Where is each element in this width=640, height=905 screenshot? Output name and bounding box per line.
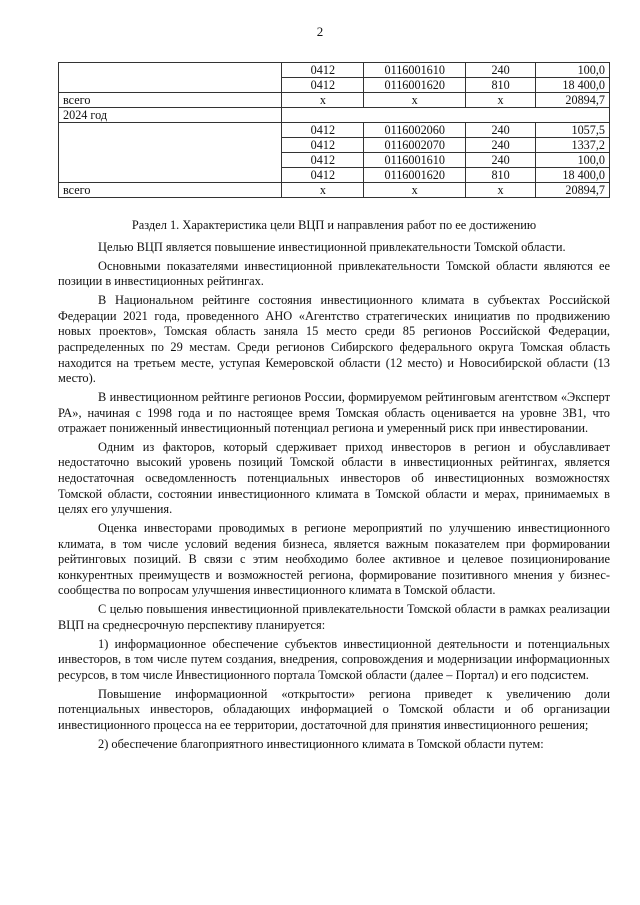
expense-type: 810 [466,168,536,183]
section-code: 0412 [282,153,364,168]
expense-type: 240 [466,123,536,138]
target-article: 0116002070 [364,138,466,153]
paragraph: Основными показателями инвестиционной привлекательности Томской области являются ее позиции в инвестиционных рейтингах. [58,258,610,289]
row-label: всего [59,183,282,198]
expense-type: 240 [466,138,536,153]
body-text [58,240,610,755]
section-code: 0412 [282,138,364,153]
target-article: 0116002060 [364,123,466,138]
table-row-year [59,108,610,123]
target-article: 0116001610 [364,153,466,168]
year-empty-cell [282,108,610,123]
table-row [59,123,610,138]
section-code: 0412 [282,123,364,138]
expense-type: 240 [466,63,536,78]
paragraph: С целью повышения инвестиционной привлекательности Томской области в рамках реализации ВЦП на среднесрочную перспективу планируется: [58,602,610,632]
expense-type: 810 [466,78,536,93]
section-code: 0412 [282,78,364,93]
amount: 18 400,0 [536,78,610,93]
amount: 20894,7 [536,93,610,108]
paragraph: 2) обеспечение благоприятного инвестиционного климата в Томской области путем: [98,736,544,751]
section-code: x [282,93,364,108]
paragraph: Одним из факторов, который сдерживает приход инвесторов в регион и обуславливает недостаточно высокий уровень позиций Томской области в инвестиционных рейтингах, является недостаточная осведомленность потенциальных инвесторов об инвестиционных возможностях Томской области, состоянии инвестиционного климата в Томской области и мерах, принимаемых в целях его улучшения. [58,439,610,517]
section-title: Раздел 1. Характеристика цели ВЦП и направления работ по ее достижению [131,218,537,232]
section-code: 0412 [282,168,364,183]
amount: 100,0 [536,63,610,78]
expense-type: x [466,183,536,198]
row-label [59,63,282,93]
year-label: 2024 год [59,108,282,123]
table-row [59,63,610,78]
page-number: 2 [316,24,324,39]
budget-table [58,62,610,198]
amount: 20894,7 [536,183,610,198]
row-label [59,123,282,183]
target-article: x [364,93,466,108]
expense-type: 240 [466,153,536,168]
target-article: 0116001610 [364,63,466,78]
amount: 18 400,0 [536,168,610,183]
target-article: 0116001620 [364,78,466,93]
paragraph: Целью ВЦП является повышение инвестиционной привлекательности Томской области. [98,240,566,254]
section-code: x [282,183,364,198]
expense-type: x [466,93,536,108]
section-code: 0412 [282,63,364,78]
amount: 1057,5 [536,123,610,138]
paragraph: 1) информационное обеспечение субъектов инвестиционной деятельности и потенциальных инвесторов, в том числе путем создания, внедрения, сопровождения и модернизации информационных ресурсов, в том числе Инвестиционного портала Томской области (далее – Портал) и его подсистем. [58,636,610,682]
target-article: x [364,183,466,198]
paragraph: Повышение информационной «открытости» региона приведет к увеличению доли потенциальных инвесторов, обладающих информацией о Томской области и об организации инвестиционного процесса на ее территории, достаточной для принятия инвестиционного решения; [58,686,610,732]
paragraph: Оценка инвесторами проводимых в регионе мероприятий по улучшению инвестиционного климата, в том числе условий ведения бизнеса, является важным показателем при формировании рейтинговых позиций. В связи с этим необходимо более активное и целевое позиционирование конкурентных преимуществ и возможностей региона, формирование позитивного мнения у бизнес-сообщества по вопросам улучшения инвестиционного климата в Томской области. [58,521,610,598]
table-row-total [59,93,610,108]
target-article: 0116001620 [364,168,466,183]
paragraph: В инвестиционном рейтинге регионов России, формируемом рейтинговым агентством «Эксперт РА», начиная с 1998 года и по настоящее время Томская область оценивается на уровне 3В1, что отражает пониженный инвестиционный потенциал региона и умеренный риск при инвестировании. [58,389,610,436]
paragraph: В Национальном рейтинге состояния инвестиционного климата в субъектах Российской Федерации 2021 года, проведенного АНО «Агентство стратегических инициатив по продвижению новых проектов», Томская область заняла 15 место среди 85 регионов Российской Федерации, распределенных по 29 местам. Среди регионов Сибирского федерального округа Томская область находится на третьем месте, уступая Кемеровской области (12 место) и Новосибирской области (13 место). [58,293,610,386]
amount: 100,0 [536,153,610,168]
table-row-total [59,183,610,198]
row-label: всего [59,93,282,108]
amount: 1337,2 [536,138,610,153]
